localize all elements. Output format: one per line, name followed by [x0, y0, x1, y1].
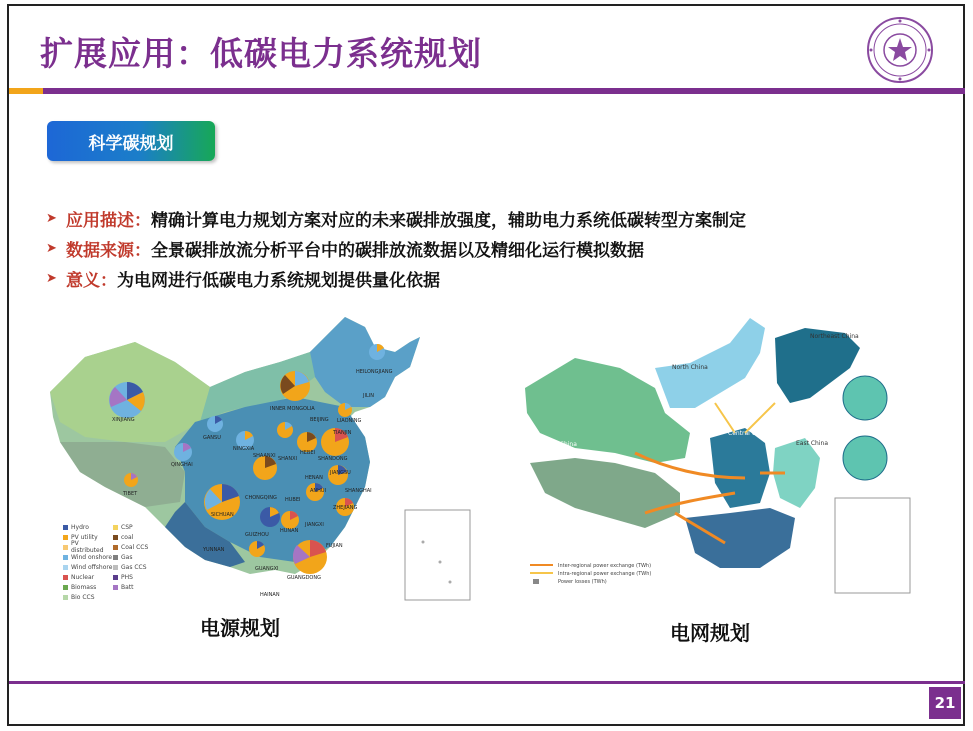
- bullet-text: 为电网进行低碳电力系统规划提供量化依据: [117, 270, 440, 291]
- university-seal-icon: [866, 16, 934, 84]
- legend-label: Hydro: [71, 523, 89, 531]
- arrow-bullet-icon: ➤: [46, 210, 57, 226]
- legend-label: Wind offshore: [71, 563, 113, 571]
- legend-label: Biomass: [71, 583, 97, 591]
- province-pie-chart: [174, 443, 192, 461]
- legend-label: Gas: [121, 553, 133, 561]
- province-pie-chart: [124, 473, 138, 487]
- province-label: TIANJIN: [333, 430, 352, 436]
- caption-power-source: 电源规划: [200, 616, 280, 640]
- province-label: SHANDONG: [318, 456, 348, 462]
- footer-divider: [9, 681, 965, 684]
- bullet-item: [46, 233, 746, 263]
- bullet-label: 应用描述：: [66, 210, 151, 231]
- province-label: HAINAN: [260, 592, 280, 598]
- bullet-label: 数据来源：: [66, 240, 151, 261]
- province-label: NINGXIA: [233, 446, 255, 452]
- province-label: YUNNAN: [203, 547, 225, 553]
- province-label: TIBET: [123, 491, 138, 497]
- legend-label: Power losses (TWh): [558, 579, 607, 585]
- bullet-text: 精确计算电力规划方案对应的未来碳排放强度，辅助电力系统低碳转型方案制定: [151, 210, 746, 231]
- map-legend: [63, 522, 163, 602]
- legend-label: Batt: [121, 583, 134, 591]
- province-label: INNER MONGOLIA: [270, 406, 315, 412]
- legend-label: Intra-regional power exchange (TWh): [558, 571, 652, 577]
- province-label: BEIJING: [310, 417, 329, 423]
- province-pie-chart: [277, 422, 293, 438]
- region-label: Northwest China: [527, 441, 577, 448]
- legend-label: Coal CCS: [121, 543, 149, 551]
- region-label: North China: [672, 364, 708, 371]
- legend-label: PV distributed: [70, 540, 104, 554]
- bullet-text: 全景碳排放流分析平台中的碳排放流数据以及精细化运行模拟数据: [151, 240, 644, 261]
- province-label: GUANGXI: [255, 566, 279, 572]
- province-pie-chart: [109, 382, 145, 418]
- header-divider: [9, 88, 965, 94]
- province-pie-chart: [281, 511, 299, 529]
- arrow-bullet-icon: ➤: [46, 270, 57, 286]
- province-label: XINJIANG: [112, 417, 135, 423]
- province-pie-chart: [253, 456, 277, 480]
- province-label: SHAANXI: [253, 453, 276, 459]
- legend-label: Wind onshore: [71, 553, 113, 561]
- legend-label: CSP: [121, 523, 133, 531]
- province-label: HUBEI: [285, 497, 301, 503]
- province-label: HENAN: [305, 475, 323, 481]
- section-label: 科学碳规划: [47, 121, 215, 161]
- legend-label: Nuclear: [71, 573, 95, 581]
- legend-label: Inter-regional power exchange (TWh): [558, 563, 652, 569]
- region-label: Central China: [728, 430, 769, 437]
- province-label: HEBEI: [300, 450, 315, 456]
- province-pie-chart: [280, 371, 310, 401]
- power-grid-map: [515, 313, 915, 598]
- province-pie-chart: [260, 507, 280, 527]
- bullet-label: 意义：: [66, 270, 117, 291]
- province-pie-chart: [338, 403, 352, 417]
- province-pie-chart: [297, 432, 317, 452]
- province-label: CHONGQING: [245, 495, 277, 501]
- province-pie-chart: [207, 416, 223, 432]
- province-label: GUANGDONG: [287, 575, 321, 581]
- region-label: East China: [796, 440, 828, 447]
- province-pie-chart: [293, 540, 327, 574]
- province-label: ZHEJIANG: [333, 505, 358, 511]
- page-number: 21: [929, 687, 961, 719]
- province-label: FUJIAN: [326, 543, 343, 549]
- province-label: GANSU: [203, 435, 221, 441]
- bullet-item: [46, 263, 746, 293]
- province-label: GUIZHOU: [245, 532, 269, 538]
- province-label: HEILONGJIANG: [356, 369, 393, 375]
- province-label: LIAONING: [337, 418, 362, 424]
- province-label: SICHUAN: [211, 512, 234, 518]
- caption-power-grid: 电网规划: [670, 621, 750, 645]
- legend-label: Bio CCS: [71, 593, 95, 601]
- region-label: Northeast China: [810, 333, 859, 340]
- province-label: SHANXI: [278, 456, 297, 462]
- header-divider-accent: [9, 88, 43, 94]
- province-label: JILIN: [363, 393, 374, 399]
- province-label: ANHUI: [310, 488, 327, 494]
- legend-swatches: [530, 565, 553, 584]
- province-label: SHANGHAI: [345, 488, 372, 494]
- province-label: JIANGSU: [330, 470, 351, 476]
- legend-label: PV utility: [71, 533, 98, 541]
- legend-label: PHS: [121, 573, 133, 581]
- province-pie-chart: [369, 344, 385, 360]
- region-label: Southwest China: [582, 528, 633, 535]
- arrow-bullet-icon: ➤: [46, 240, 57, 256]
- province-label: QINGHAI: [171, 462, 193, 468]
- province-pie-chart: [249, 541, 265, 557]
- legend-label: Gas CCS: [121, 563, 147, 571]
- legend-label: coal: [121, 533, 134, 541]
- province-label: HUNAN: [280, 528, 299, 534]
- province-label: JIANGXI: [305, 522, 324, 528]
- slide-title: 扩展应用：低碳电力系统规划: [40, 34, 482, 73]
- bullet-item: [46, 203, 746, 233]
- bullet-list: [46, 203, 746, 293]
- region-label: South China: [683, 572, 720, 579]
